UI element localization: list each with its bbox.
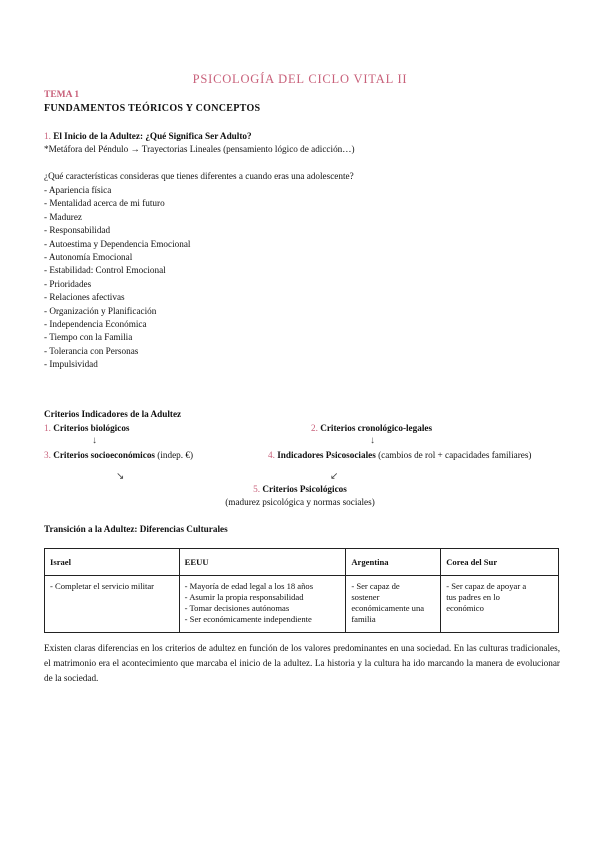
list-item: - Mentalidad acerca de mi futuro	[44, 198, 165, 209]
cultural-differences-table	[44, 548, 559, 633]
criterion-label: Criterios biológicos	[53, 423, 130, 433]
column-header-eeuu: EEUU	[179, 549, 346, 576]
list-item: - Autoestima y Dependencia Emocional	[44, 238, 191, 249]
criterion-number: 4.	[268, 450, 275, 460]
cell-line: económicamente una	[351, 603, 425, 613]
cell-line: tus padres en lo	[446, 592, 500, 602]
criterion-psychological	[0, 484, 600, 494]
transition-heading: Transición a la Adultez: Diferencias Culturales	[44, 524, 228, 534]
list-item: - Responsabilidad	[44, 225, 111, 236]
criterion-number: 1.	[44, 423, 51, 433]
cell-corea	[441, 576, 559, 633]
table-header-row	[45, 549, 559, 576]
list-item: - Madurez	[44, 211, 83, 222]
cell-line: - Mayoría de edad legal a los 18 años	[184, 581, 314, 591]
cell-line: familia	[351, 614, 376, 624]
arrow-down-left-icon: ↙	[330, 471, 339, 482]
cell-line: - Asumir la propia responsabilidad	[184, 592, 304, 602]
section1-question: : ¿Qué Significa Ser Adulto?	[139, 131, 252, 141]
section1-title: El Inicio de la Adultez	[53, 131, 140, 141]
criterion-number: 3.	[44, 450, 51, 460]
cell-argentina	[346, 576, 441, 633]
column-header-israel: Israel	[45, 549, 180, 576]
characteristics-question: ¿Qué características consideras que tienes diferentes a cuando eras una adolescente?	[44, 171, 354, 181]
characteristics-list	[44, 184, 190, 371]
criterion-number: 5.	[253, 484, 261, 494]
cell-israel	[45, 576, 180, 633]
list-item: - Tiempo con la Familia	[44, 332, 133, 343]
section1-heading	[44, 131, 252, 141]
document-title: PSICOLOGÍA DEL CICLO VITAL II	[192, 72, 408, 86]
cell-line: - Ser capaz de apoyar a	[446, 581, 527, 591]
list-item: - Impulsividad	[44, 359, 98, 370]
cell-line: - Tomar decisiones autónomas	[184, 603, 290, 613]
topic-label: TEMA 1	[44, 90, 80, 100]
criterion-note: (indep. €)	[155, 450, 194, 460]
cell-line: - Ser capaz de	[351, 581, 400, 591]
section1-note: *Metáfora del Péndulo → Trayectorias Lineales (pensamiento lógico de adicción…)	[44, 144, 355, 154]
criterion-biological	[44, 423, 129, 433]
criteria-heading: Criterios Indicadores de la Adultez	[44, 409, 182, 419]
criterion-label: Criterios Psicológicos	[262, 484, 347, 494]
criterion-label: Criterios socioeconómicos	[53, 450, 155, 460]
column-header-corea: Corea del Sur	[441, 549, 559, 576]
list-item: - Apariencia física	[44, 185, 112, 195]
criterion-chronological	[311, 423, 432, 433]
list-item: - Autonomía Emocional	[44, 251, 133, 262]
list-item: - Organización y Planificación	[44, 305, 157, 316]
cell-eeuu	[179, 576, 346, 633]
list-item: - Independencia Económica	[44, 318, 147, 329]
cell-line: económico	[446, 603, 484, 613]
cell-line: - Ser económicamente independiente	[184, 614, 312, 624]
cell-line: - Completar el servicio militar	[50, 581, 155, 591]
list-item: - Tolerancia con Personas	[44, 345, 139, 356]
column-header-argentina: Argentina	[346, 549, 441, 576]
list-item: - Estabilidad: Control Emocional	[44, 265, 166, 276]
arrow-down-icon: ↓	[92, 435, 97, 446]
arrow-down-icon: ↓	[370, 435, 375, 446]
table-row	[45, 576, 559, 633]
section1-number: 1.	[44, 131, 51, 141]
conclusion-paragraph: Existen claras diferencias en los criterios de adultez en función de los valores predominantes en una sociedad. En las culturas tradicionales, el matrimonio era el acontecimiento que marcaba el inicio de la adultez. La historia y la cultura ha ido marcando la manera de evolucionar de la sociedad.	[44, 643, 560, 683]
arrow-down-right-icon: ↘	[116, 471, 125, 482]
list-item: - Relaciones afectivas	[44, 292, 125, 303]
criterion-psychological-note: (madurez psicológica y normas sociales)	[225, 497, 375, 507]
criterion-psychosocial	[268, 450, 531, 460]
cell-line: sostener	[351, 592, 380, 602]
criterion-socioeconomic	[44, 450, 193, 460]
criterion-label: Criterios cronológico-legales	[320, 423, 433, 433]
criterion-note: (cambios de rol + capacidades familiares)	[375, 450, 532, 460]
criterion-label: Indicadores Psicosociales	[277, 450, 376, 460]
criterion-number: 2.	[311, 423, 318, 433]
list-item: - Prioridades	[44, 278, 92, 289]
topic-subtitle: FUNDAMENTOS TEÓRICOS Y CONCEPTOS	[44, 103, 261, 114]
